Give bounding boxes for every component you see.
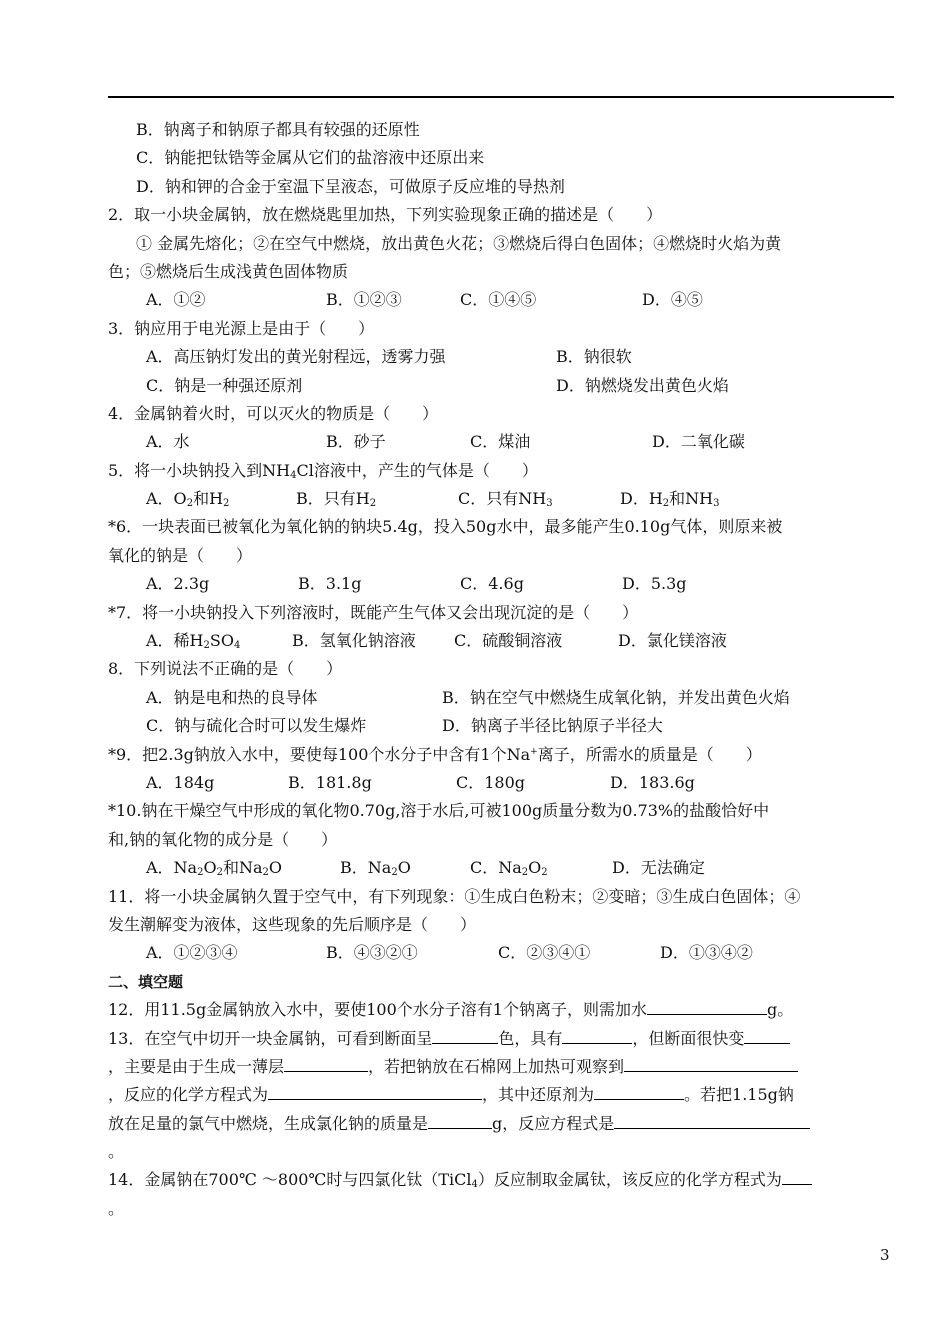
q11-option-c: C．②③④① bbox=[498, 943, 591, 963]
q13-blank-layer[interactable] bbox=[284, 1053, 368, 1072]
q10-options bbox=[108, 854, 894, 882]
q8-option-d: D．钠离子半径比钠原子半径大 bbox=[442, 716, 663, 736]
q3-option-b: B．钠很软 bbox=[556, 347, 632, 367]
q13-blank-observation[interactable] bbox=[624, 1053, 798, 1072]
q13-blank-color[interactable] bbox=[432, 1025, 498, 1044]
q7-option-d: D．氯化镁溶液 bbox=[618, 631, 727, 651]
q13-l4-a: 放在足量的氯气中燃烧，生成氯化钠的质量是 bbox=[108, 1113, 429, 1133]
q13-line-1 bbox=[108, 1025, 894, 1053]
q12 bbox=[108, 996, 894, 1024]
page-number: 3 bbox=[880, 1246, 890, 1264]
q3-option-c: C．钠是一种强还原剂 bbox=[146, 375, 303, 395]
q5-stem bbox=[108, 457, 894, 485]
q4-option-b: B．砂子 bbox=[326, 432, 386, 452]
q13-l4-b: g，反应方程式是 bbox=[492, 1113, 615, 1133]
header-rule bbox=[108, 96, 894, 98]
q12-text-pre: 12．用11.5g金属钠放入水中，要使100个水分子溶有1个钠离子，则需加水 bbox=[108, 1000, 647, 1020]
q5-option-b bbox=[296, 485, 376, 513]
q4-options bbox=[108, 428, 894, 456]
q2-detail-1: ① 金属先熔化；②在空气中燃烧，放出黄色火花；③燃烧后得白色固体；④燃烧时火焰为黄 bbox=[136, 233, 782, 253]
q14-l1-sub: 4 bbox=[471, 1179, 478, 1191]
q2-option-d: D．④⑤ bbox=[642, 290, 703, 310]
q7-stem: *7．将一小块钠投入下列溶液时，既能产生气体又会出现沉淀的是（ ） bbox=[108, 602, 639, 622]
q10-a-post: O bbox=[268, 858, 283, 878]
q14-l1-post: ）反应制取金属钛，该反应的化学方程式为 bbox=[477, 1170, 782, 1190]
q6-stem-line-2: 氧化的钠是（ ） bbox=[108, 545, 253, 565]
q9-stem bbox=[108, 741, 894, 769]
q10-c-mid: O bbox=[528, 858, 542, 878]
q9-stem-post: 离子，所需水的质量是（ ） bbox=[537, 744, 762, 764]
q5-a-sub-2: 2 bbox=[223, 498, 230, 510]
q11-option-b: B．④③②① bbox=[326, 943, 418, 963]
q7-a-sub-2: 4 bbox=[233, 640, 241, 652]
q6-options bbox=[108, 570, 894, 598]
q9-option-b: B．181.8g bbox=[288, 772, 372, 792]
q14-blank-equation[interactable] bbox=[782, 1166, 812, 1185]
q5-a-sub-1: 2 bbox=[186, 498, 194, 510]
q13-line-3 bbox=[108, 1081, 894, 1109]
q6-option-d: D．5.3g bbox=[622, 574, 687, 594]
q4-stem: 4．金属钠着火时，可以灭火的物质是（ ） bbox=[108, 403, 439, 423]
q5-stem-pre: 5．将一小块钠投入到NH bbox=[108, 460, 291, 480]
q1-option-d: D．钠和钾的合金于室温下呈液态，可做原子反应堆的导热剂 bbox=[136, 176, 565, 196]
q2-detail-2: 色；⑤燃烧后生成浅黄色固体物质 bbox=[108, 261, 349, 281]
q5-option-d bbox=[620, 485, 720, 513]
q8-options-row-2 bbox=[108, 712, 894, 740]
q10-stem-line-1: *10.钠在干燥空气中形成的氧化物0.70g,溶于水后,可被100g质量分数为0.73%的盐酸恰好中 bbox=[108, 801, 770, 821]
q7-option-b: B．氢氧化钠溶液 bbox=[292, 631, 416, 651]
q5-c-pre: C．只有NH bbox=[458, 489, 547, 509]
q11-stem-line-2: 发生潮解变为液体，这些现象的先后顺序是（ ） bbox=[108, 914, 477, 934]
q9-option-d: D．183.6g bbox=[610, 772, 695, 792]
q13-l3-c: 。若把1.15g钠 bbox=[684, 1085, 794, 1105]
q7-a-pre: A．稀H bbox=[146, 631, 204, 651]
q10-option-c bbox=[470, 854, 548, 882]
q2-option-b: B．①②③ bbox=[326, 290, 402, 310]
worksheet-body bbox=[108, 116, 894, 1223]
q10-option-d: D．无法确定 bbox=[612, 858, 705, 878]
q5-a-pre: A．O bbox=[146, 489, 187, 509]
q5-options bbox=[108, 485, 894, 513]
q4-option-d: D．二氧化碳 bbox=[652, 432, 745, 452]
q3-options-row-1 bbox=[108, 343, 894, 371]
q11-stem-line-1: 11．将一小块金属钠久置于空气中，有下列现象：①生成白色粉末；②变暗；③生成白色固体；④ bbox=[108, 886, 801, 906]
q1-option-b: B．钠离子和钠原子都具有较强的还原性 bbox=[136, 120, 420, 139]
q10-c-sub-2: 2 bbox=[541, 867, 548, 879]
q5-a-mid: 和H bbox=[193, 489, 224, 509]
q13-l2-a: ，主要是由于生成一薄层 bbox=[108, 1056, 285, 1076]
q14-line-2: 。 bbox=[108, 1198, 125, 1218]
q6-option-c: C．4.6g bbox=[460, 574, 524, 594]
q2-stem: 2．取一小块金属钠，放在燃烧匙里加热，下列实验现象正确的描述是（ ） bbox=[108, 205, 663, 225]
q11-options bbox=[108, 939, 894, 967]
q10-b-pre: B．Na bbox=[340, 858, 392, 878]
q13-line-2 bbox=[108, 1053, 894, 1081]
q13-blank-equation[interactable] bbox=[268, 1081, 482, 1100]
q10-a-pre: A．Na bbox=[146, 858, 198, 878]
q6-option-b: B．3.1g bbox=[298, 574, 362, 594]
q5-b-pre: B．只有H bbox=[296, 489, 370, 509]
q10-c-pre: C．Na bbox=[470, 858, 522, 878]
q8-option-b: B．钠在空气中燃烧生成氧化钠，并发出黄色火焰 bbox=[442, 687, 790, 707]
q13-line-5: 。 bbox=[108, 1142, 125, 1162]
q10-a-sub-2: 2 bbox=[216, 867, 223, 879]
q3-option-a: A．高压钠灯发出的黄光射程远，透雾力强 bbox=[146, 347, 446, 367]
q8-option-c: C．钠与硫化合时可以发生爆炸 bbox=[146, 716, 367, 736]
q9-option-c: C．180g bbox=[456, 772, 526, 792]
q6-option-a: A．2.3g bbox=[146, 574, 210, 594]
q14-l1-pre: 14．金属钠在700℃ ～800℃时与四氯化钛（TiCl bbox=[108, 1170, 472, 1190]
q13-blank-reaction[interactable] bbox=[614, 1110, 810, 1129]
q14-line-1 bbox=[108, 1166, 894, 1194]
q12-text-post: g。 bbox=[766, 1000, 794, 1020]
q5-d-pre: D．H bbox=[620, 489, 663, 509]
q11-option-a: A．①②③④ bbox=[146, 943, 238, 963]
q5-stem-sub: 4 bbox=[290, 469, 297, 481]
q10-a-mid-2: 和Na bbox=[222, 858, 263, 878]
q13-blank-luster[interactable] bbox=[562, 1025, 632, 1044]
q5-d-mid: 和NH bbox=[669, 489, 714, 509]
q12-answer-blank[interactable] bbox=[647, 996, 767, 1015]
q7-a-mid: SO bbox=[209, 631, 234, 651]
q5-option-a bbox=[146, 485, 229, 513]
q5-d-sub-2: 3 bbox=[713, 498, 720, 510]
q10-a-mid-1: O bbox=[203, 858, 217, 878]
q3-options-row-2 bbox=[108, 372, 894, 400]
q7-option-c: C．硫酸铜溶液 bbox=[454, 631, 563, 651]
section-title-fill-in: 二、填空题 bbox=[108, 972, 184, 991]
q5-stem-post: Cl溶液中，产生的气体是（ ） bbox=[296, 460, 538, 480]
q7-options bbox=[108, 627, 894, 655]
q13-l1-c: ，但断面很快变 bbox=[632, 1028, 745, 1048]
q13-l2-b: ，若把钠放在石棉网上加热可观察到 bbox=[368, 1056, 625, 1076]
q10-option-b bbox=[340, 854, 411, 882]
q2-option-c: C．①④⑤ bbox=[460, 290, 537, 310]
q9-stem-pre: *9．把2.3g钠放入水中，要使每100个水分子中含有1个Na bbox=[108, 744, 531, 764]
q10-b-sub: 2 bbox=[391, 867, 398, 879]
q13-l1-b: 色，具有 bbox=[498, 1028, 563, 1048]
q10-stem-line-2: 和,钠的氧化物的成分是（ ） bbox=[108, 829, 338, 849]
q9-option-a: A．184g bbox=[146, 772, 215, 792]
q5-c-sub: 3 bbox=[546, 498, 553, 510]
q13-blank-mass[interactable] bbox=[428, 1110, 492, 1129]
q13-blank-reducer[interactable] bbox=[594, 1081, 684, 1100]
q2-option-a: A．①② bbox=[146, 290, 206, 310]
q10-option-a bbox=[146, 854, 282, 882]
q8-options-row-1 bbox=[108, 684, 894, 712]
q3-option-d: D．钠燃烧发出黄色火焰 bbox=[556, 375, 729, 395]
q9-options bbox=[108, 769, 894, 797]
q10-a-sub-3: 2 bbox=[262, 867, 269, 879]
q10-a-sub-1: 2 bbox=[197, 867, 204, 879]
q7-option-a bbox=[146, 627, 240, 655]
q13-l1-a: 13．在空气中切开一块金属钠，可看到断面呈 bbox=[108, 1028, 433, 1048]
q8-stem: 8．下列说法不正确的是（ ） bbox=[108, 659, 343, 679]
q13-blank-change[interactable] bbox=[744, 1025, 790, 1044]
q5-d-sub-1: 2 bbox=[662, 498, 670, 510]
q2-options bbox=[108, 286, 894, 314]
q8-option-a: A．钠是电和热的良导体 bbox=[146, 687, 318, 707]
q4-option-c: C．煤油 bbox=[470, 432, 531, 452]
q11-option-d: D．①③④② bbox=[660, 943, 753, 963]
q13-l3-a: ，反应的化学方程式为 bbox=[108, 1085, 269, 1105]
q6-stem-line-1: *6．一块表面已被氧化为氧化钠的钠块5.4g，投入50g水中，最多能产生0.10g气体，则原来被 bbox=[108, 517, 783, 537]
q10-c-sub-1: 2 bbox=[521, 867, 529, 879]
q9-stem-sup: + bbox=[530, 746, 538, 757]
q4-option-a: A．水 bbox=[146, 432, 190, 452]
q7-a-sub-1: 2 bbox=[203, 640, 210, 652]
q13-l3-b: ，其中还原剂为 bbox=[482, 1085, 595, 1105]
q1-option-c: C．钠能把钛锆等金属从它们的盐溶液中还原出来 bbox=[136, 148, 485, 168]
q10-b-post: O bbox=[397, 858, 411, 878]
q3-stem: 3．钠应用于电光源上是由于（ ） bbox=[108, 318, 375, 338]
q13-line-4 bbox=[108, 1110, 894, 1138]
q5-b-sub: 2 bbox=[369, 498, 377, 510]
q5-option-c bbox=[458, 485, 553, 513]
